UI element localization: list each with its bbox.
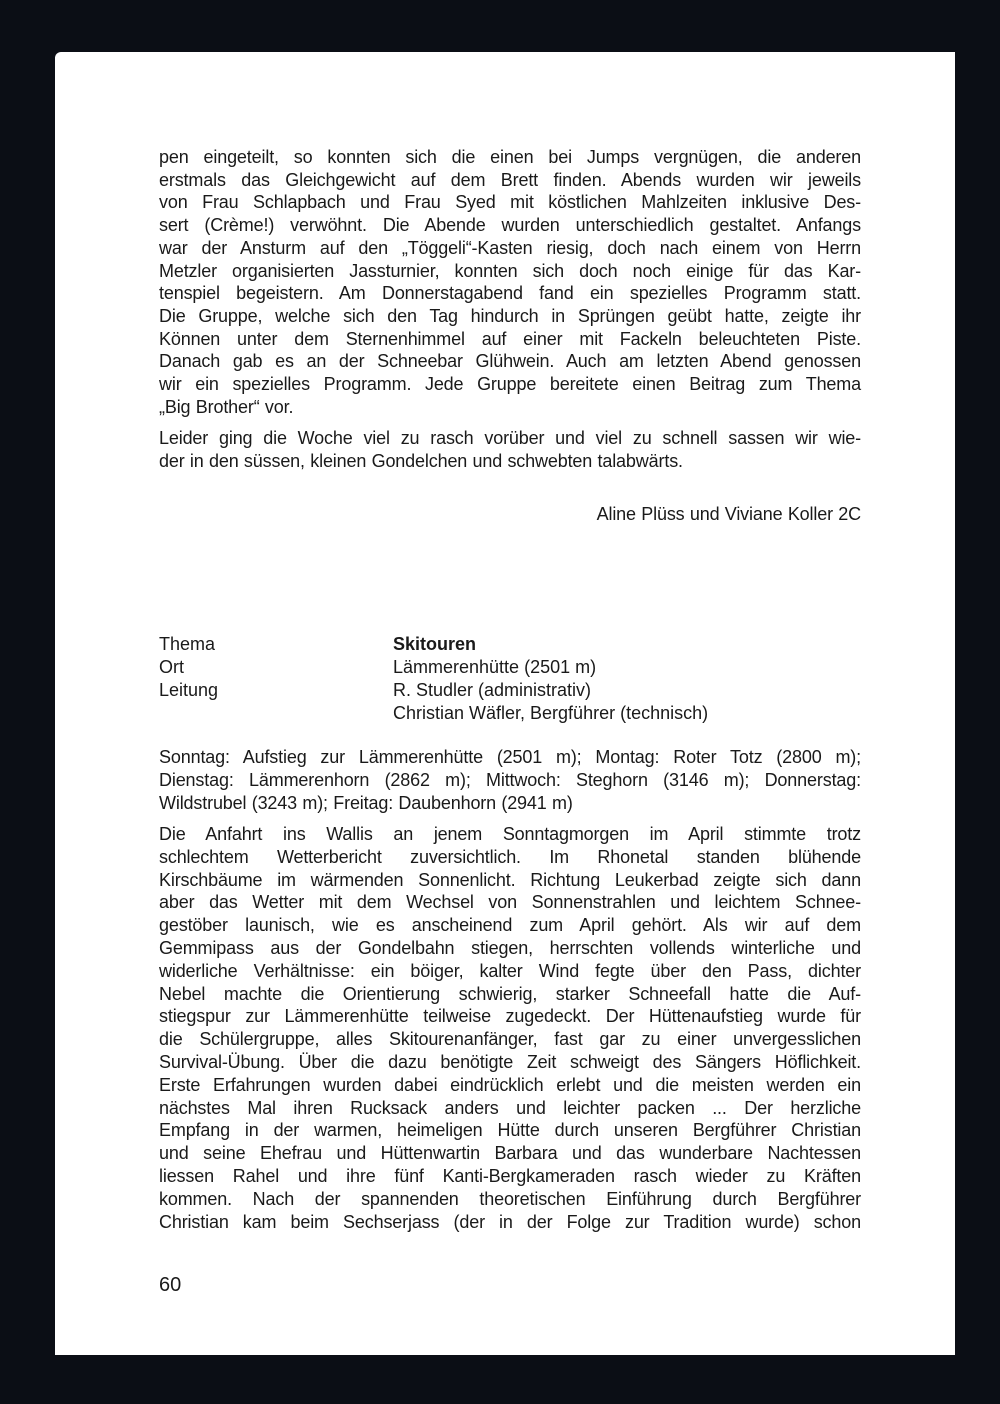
paragraph-1-line: sert (Crème!) verwöhnt. Die Abende wurden unterschiedlich gestaltet. Anfangs [159,215,861,236]
paragraph-3-line: aber das Wetter mit dem Wechsel von Sonnenstrahlen und leichtem Schnee- [159,892,861,913]
schedule-line: Sonntag: Aufstieg zur Lämmerenhütte (2501 m); Montag: Roter Totz (2800 m); [159,747,861,767]
paragraph-3-line: Nebel machte die Orientierung schwierig, starker Schneefall hatte die Auf- [159,983,861,1004]
paragraph-3-line: stiegspur zur Lämmerenhütte teilweise zugedeckt. Der Hüttenaufstieg wurde für [159,1006,861,1027]
paragraph-1-line: Danach gab es an der Schneebar Glühwein. Auch am letzten Abend genossen [159,351,861,372]
paragraph-3-line: Gemmipass aus der Gondelbahn stiegen, herrschten vollends winterliche und [159,938,861,958]
paragraph-1-line: erstmals das Gleichgewicht auf dem Brett finden. Abends wurden wir jeweils [159,169,861,190]
paragraph-1-line: pen eingeteilt, so konnten sich die einen bei Jumps vergnügen, die anderen [159,147,861,167]
ort-label: Ort [159,657,184,677]
paragraph-1-line: Metzler organisierten Jassturnier, konnten sich doch noch einige für das Kar- [159,260,861,281]
paragraph-2-line: der in den süssen, kleinen Gondelchen und schwebten talabwärts. [159,451,683,471]
schedule-line: Dienstag: Lämmerenhorn (2862 m); Mittwoch: Steghorn (3146 m); Donnerstag: [159,770,861,790]
paragraph-3-line: Christian kam beim Sechserjass (der in der Folge zur Tradition wurde) schon [159,1211,861,1232]
paragraph-1-line: wir ein spezielles Programm. Jede Gruppe bereitete einen Beitrag zum Thema [159,374,861,394]
page-number: 60 [159,1274,182,1296]
signature: Aline Plüss und Viviane Koller 2C [596,504,861,524]
paragraph-1-line: „Big Brother“ vor. [159,396,294,417]
paragraph-2-line: Leider ging die Woche viel zu rasch vorüber und viel zu schnell sassen wir wie- [159,428,861,448]
paragraph-3-line: Erste Erfahrungen wurden dabei eindrücklich erlebt und die meisten werden ein [159,1074,861,1095]
leitung-label: Leitung [159,680,219,700]
paragraph-3-line: liessen Rahel und ihre fünf Kanti-Bergkameraden rasch wieder zu Kräften [159,1166,861,1186]
paragraph-3-line: die Schülergruppe, alles Skitourenanfänger, fast gar zu einer unvergesslichen [159,1029,861,1050]
paragraph-3-line: gestöber launisch, wie es anscheinend zum April gehört. Als wir auf dem [159,915,861,936]
ort-value: Lämmerenhütte (2501 m) [393,657,597,677]
paragraph-1-line: tenspiel begeistern. Am Donnerstagabend fand ein spezielles Programm statt. [159,283,861,304]
schedule-line: Wildstrubel (3243 m); Freitag: Daubenhorn (2941 m) [159,793,573,813]
paragraph-3-line: Die Anfahrt ins Wallis an jenem Sonntagmorgen im April stimmte trotz [159,824,861,844]
paragraph-1-line: war der Ansturm auf den „Töggeli“-Kasten riesig, doch nach einem von Herrn [159,237,861,258]
paragraph-3-line: nächstes Mal ihren Rucksack anders und leichter packen ... Der herzliche [159,1097,861,1118]
paragraph-1-line: Können unter dem Sternenhimmel auf einer mit Fackeln beleuchteten Piste. [159,328,861,349]
paragraph-3-line: widerliche Verhältnisse: ein böiger, kalter Wind fegte über den Pass, dichter [159,960,861,981]
thema-value: Skitouren [393,634,477,654]
paragraph-3-line: kommen. Nach der spannenden theoretischen Einführung durch Bergführer [159,1188,861,1209]
paragraph-3-line: Empfang in der warmen, heimeligen Hütte durch unseren Bergführer Christian [159,1120,861,1141]
leitung-value-1: R. Studler (administrativ) [393,680,592,700]
paragraph-1-line: Die Gruppe, welche sich den Tag hindurch in Sprüngen geübt hatte, zeigte ihr [159,305,861,326]
thema-label: Thema [159,634,216,654]
paragraph-3-line: Survival-Übung. Über die dazu benötigte Zeit schweigt des Sängers Höflichkeit. [159,1052,861,1072]
paragraph-3-line: Kirschbäume im wärmenden Sonnenlicht. Richtung Leukerbad zeigte sich dann [159,869,861,890]
paragraph-1-line: von Frau Schlapbach und Frau Syed mit köstlichen Mahlzeiten inklusive Des- [159,192,861,213]
paragraph-3-line: schlechtem Wetterbericht zuversichtlich. Im Rhonetal standen blühende [159,846,861,867]
leitung-value-2: Christian Wäfler, Bergführer (technisch) [393,703,709,723]
paragraph-3-line: und seine Ehefrau und Hüttenwartin Barbara und das wunderbare Nachtessen [159,1143,861,1164]
